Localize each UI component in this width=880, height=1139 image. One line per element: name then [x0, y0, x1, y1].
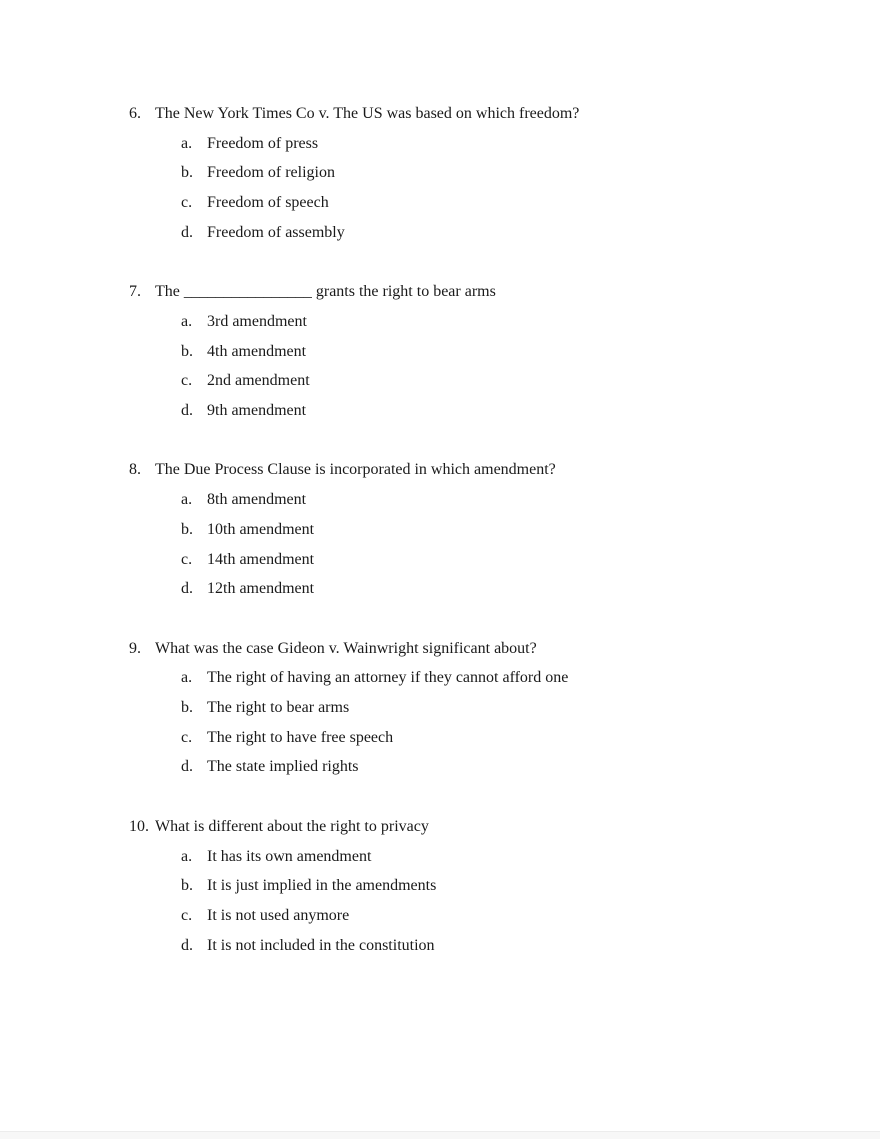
option-letter: c.	[181, 372, 193, 390]
question-number: 7.	[129, 283, 141, 301]
answer-option	[0, 337, 880, 367]
question-block	[0, 99, 880, 248]
option-text: It is not used anymore	[207, 906, 350, 924]
question-text: The ________________ grants the right to bear arms	[155, 283, 496, 301]
answer-option	[0, 188, 880, 218]
option-text: Freedom of speech	[207, 194, 329, 212]
option-text: 2nd amendment	[207, 372, 310, 390]
option-letter: b.	[181, 342, 193, 360]
question-line	[0, 277, 880, 307]
option-letter: b.	[181, 699, 193, 717]
option-text: Freedom of assembly	[207, 223, 345, 241]
option-text: Freedom of press	[207, 134, 319, 152]
option-letter: b.	[181, 164, 193, 182]
option-text: The state implied rights	[207, 758, 359, 776]
option-text: 8th amendment	[207, 491, 307, 509]
question-number: 6.	[129, 105, 141, 122]
answer-option	[0, 752, 880, 782]
question-block	[0, 812, 880, 961]
answer-option	[0, 307, 880, 337]
option-letter: a.	[181, 669, 193, 687]
options-list	[0, 129, 880, 248]
question-line	[0, 455, 880, 485]
question-text: What is different about the right to privacy	[155, 817, 429, 835]
option-letter: c.	[181, 194, 193, 212]
answer-option	[0, 842, 880, 872]
question-number: 9.	[129, 639, 141, 657]
answer-option	[0, 901, 880, 931]
question-text: The New York Times Co v. The US was based on which freedom?	[155, 105, 580, 122]
options-list	[0, 663, 880, 782]
option-text: 12th amendment	[207, 580, 315, 598]
answer-option	[0, 693, 880, 723]
answer-option	[0, 515, 880, 545]
option-letter: a.	[181, 491, 193, 509]
option-letter: d.	[181, 580, 193, 598]
answer-option	[0, 871, 880, 901]
option-text: The right to bear arms	[207, 699, 350, 717]
option-text: 14th amendment	[207, 550, 315, 568]
option-letter: a.	[181, 847, 193, 865]
option-letter: c.	[181, 906, 193, 924]
option-letter: a.	[181, 312, 193, 330]
option-letter: b.	[181, 520, 193, 538]
option-text: 9th amendment	[207, 402, 307, 420]
question-text: The Due Process Clause is incorporated in which amendment?	[155, 461, 556, 479]
answer-option	[0, 485, 880, 515]
option-text: The right of having an attorney if they cannot afford one	[207, 669, 569, 687]
answer-option	[0, 663, 880, 693]
question-block	[0, 455, 880, 604]
question-line	[0, 634, 880, 664]
answer-option	[0, 158, 880, 188]
question-block	[0, 634, 880, 783]
option-letter: d.	[181, 758, 193, 776]
options-list	[0, 485, 880, 604]
answer-option	[0, 931, 880, 961]
question-line	[0, 812, 880, 842]
answer-option	[0, 545, 880, 575]
option-text: 3rd amendment	[207, 312, 307, 330]
option-text: 4th amendment	[207, 342, 307, 360]
option-letter: d.	[181, 936, 193, 954]
answer-option	[0, 129, 880, 159]
options-list	[0, 842, 880, 961]
question-number: 10.	[129, 817, 149, 835]
option-letter: d.	[181, 402, 193, 420]
option-text: 10th amendment	[207, 520, 315, 538]
answer-option	[0, 396, 880, 426]
question-number: 8.	[129, 461, 141, 479]
option-text: It has its own amendment	[207, 847, 372, 865]
answer-option	[0, 218, 880, 248]
option-letter: c.	[181, 728, 193, 746]
answer-option	[0, 366, 880, 396]
option-text: It is just implied in the amendments	[207, 877, 437, 895]
option-text: It is not included in the constitution	[207, 936, 435, 954]
answer-option	[0, 723, 880, 753]
page-bottom-edge	[0, 1131, 880, 1139]
options-list	[0, 307, 880, 426]
option-letter: c.	[181, 550, 193, 568]
option-text: Freedom of religion	[207, 164, 335, 182]
option-letter: d.	[181, 223, 193, 241]
option-letter: b.	[181, 877, 193, 895]
answer-option	[0, 574, 880, 604]
question-line	[0, 99, 880, 129]
question-block	[0, 277, 880, 426]
question-text: What was the case Gideon v. Wainwright significant about?	[155, 639, 537, 657]
option-text: The right to have free speech	[207, 728, 394, 746]
option-letter: a.	[181, 134, 193, 152]
